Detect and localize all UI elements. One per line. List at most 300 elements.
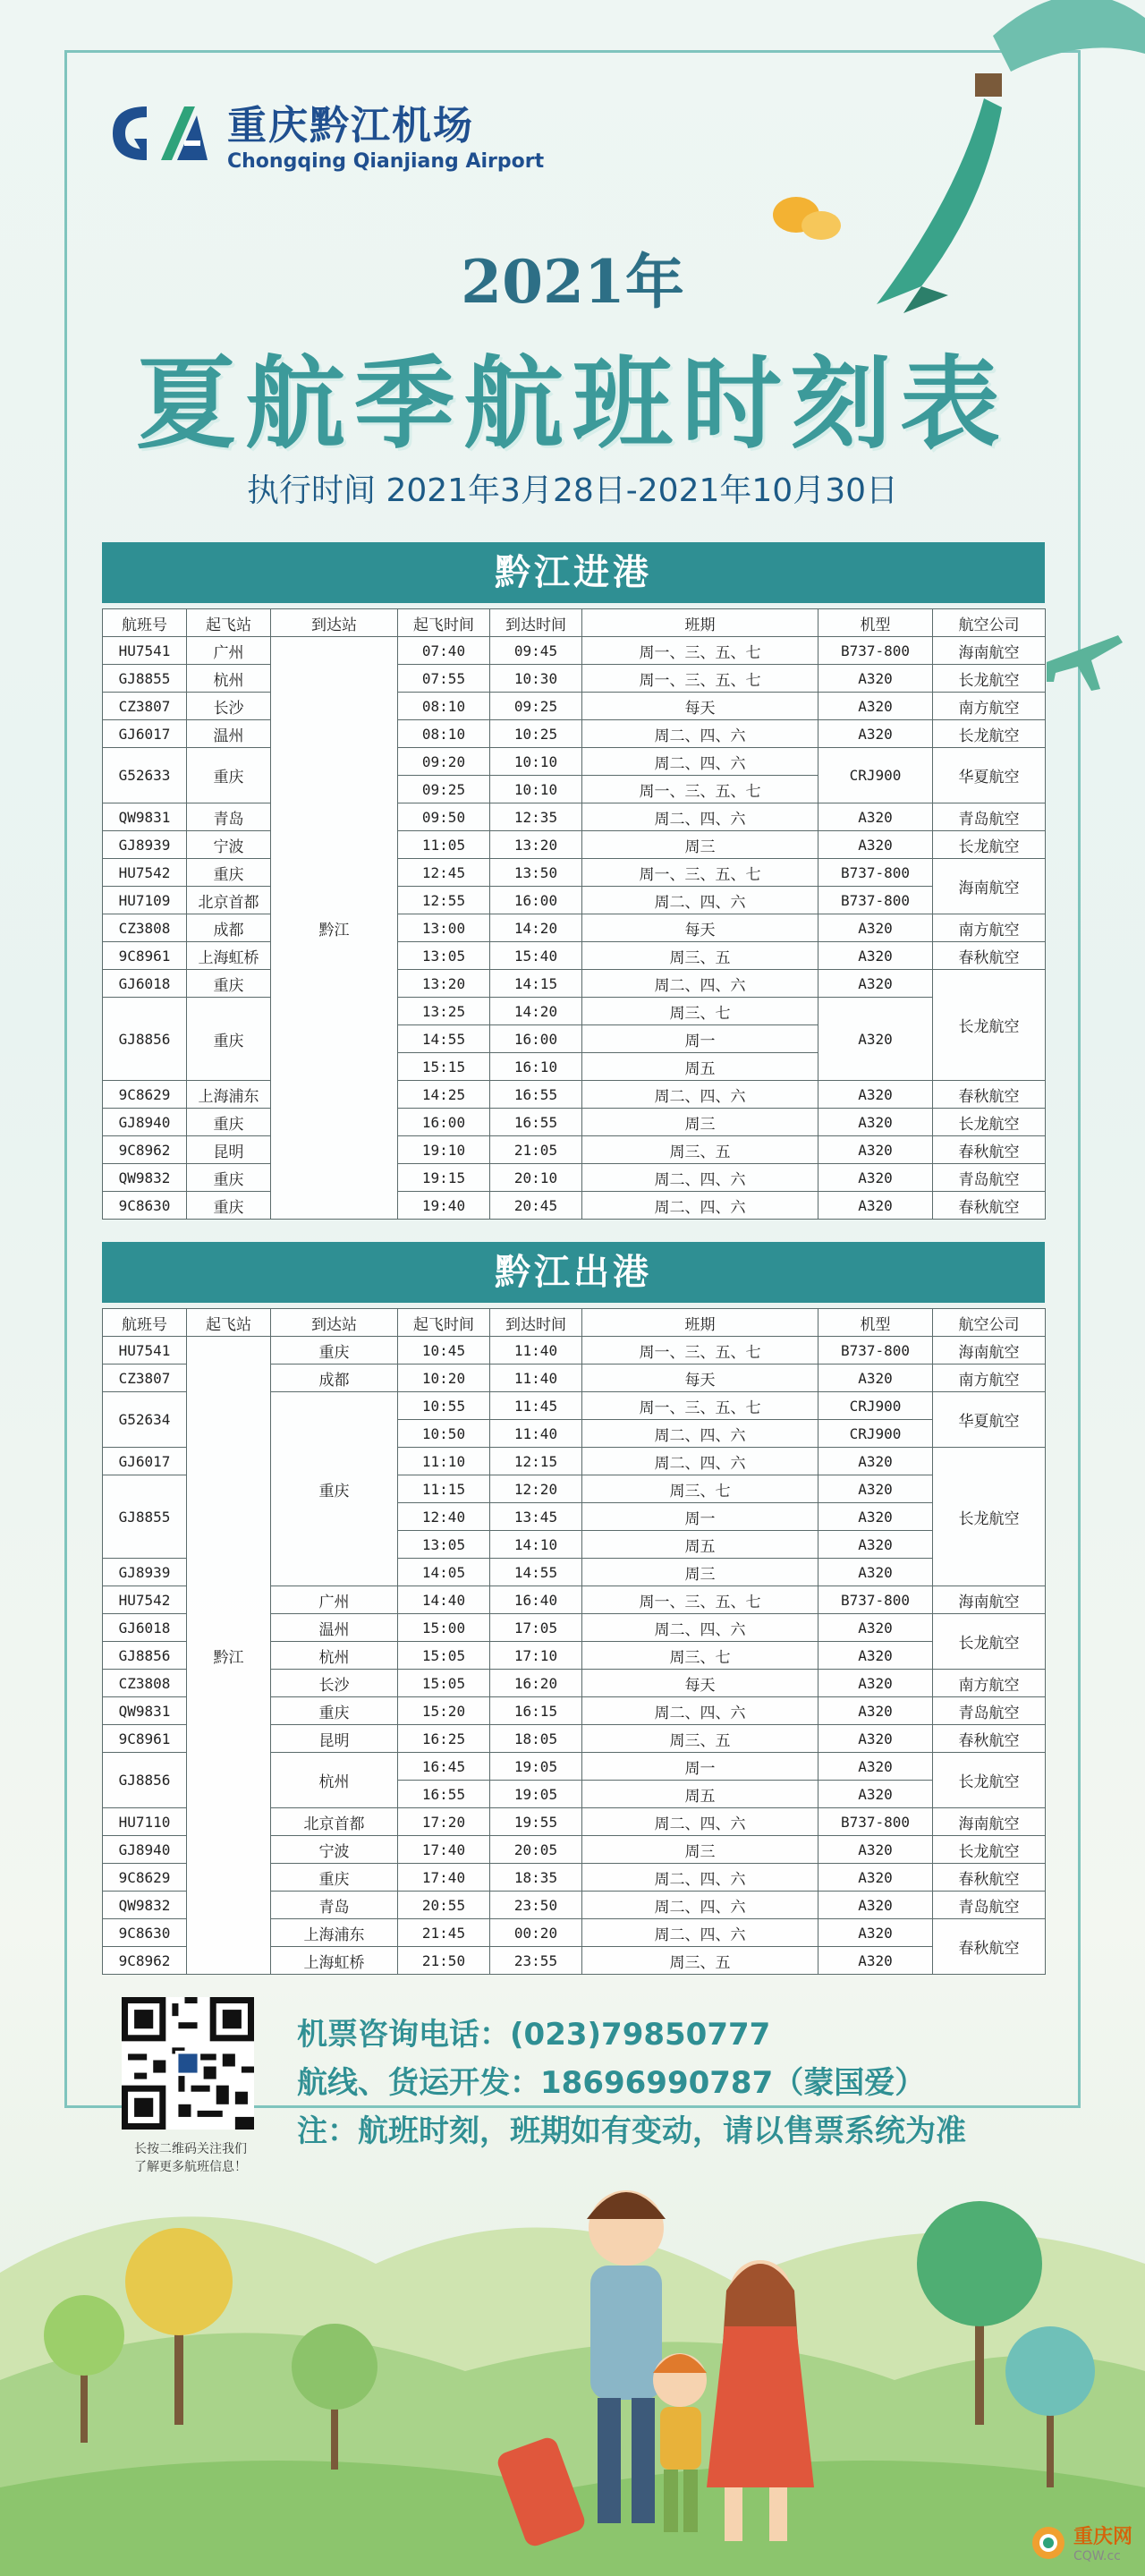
- arrival-time: 11:40: [490, 1365, 582, 1392]
- arrival-time: 10:10: [490, 776, 582, 803]
- table-row: [103, 803, 1046, 831]
- operating-days: 周二、四、六: [582, 1892, 818, 1919]
- arrival-time: 12:15: [490, 1448, 582, 1475]
- arrivals-section-title: 黔江进港: [102, 542, 1045, 603]
- arrival-time: 23:55: [490, 1947, 582, 1975]
- arrival-time: 21:05: [490, 1136, 582, 1164]
- origin-station: 青岛: [187, 803, 271, 831]
- flight-number: GJ8856: [103, 998, 187, 1081]
- operating-days: 周二、四、六: [582, 1864, 818, 1892]
- departure-time: 13:05: [398, 1531, 490, 1559]
- arrival-time: 16:00: [490, 1025, 582, 1053]
- flight-number: 9C8630: [103, 1919, 187, 1947]
- table-row: [103, 914, 1046, 942]
- column-header: 航班号: [103, 1309, 187, 1337]
- aircraft-type: A320: [818, 693, 933, 720]
- arrival-time: 12:20: [490, 1475, 582, 1503]
- origin-station: 温州: [187, 720, 271, 748]
- flight-number: CZ3807: [103, 693, 187, 720]
- airline-name: 长龙航空: [933, 720, 1046, 748]
- ticket-phone: 机票咨询电话：(023)79850777: [297, 2017, 771, 2053]
- arrival-time: 14:10: [490, 1531, 582, 1559]
- aircraft-type: A320: [818, 665, 933, 693]
- operating-days: 周一: [582, 1503, 818, 1531]
- table-row: [103, 1337, 1046, 1365]
- flight-number: 9C8961: [103, 1725, 187, 1753]
- airline-name: 春秋航空: [933, 1192, 1046, 1220]
- origin-station: 广州: [187, 637, 271, 665]
- table-row: [103, 693, 1046, 720]
- destination-station: 重庆: [271, 1697, 398, 1725]
- arrival-time: 16:20: [490, 1670, 582, 1697]
- arrival-time: 09:45: [490, 637, 582, 665]
- column-header: 机型: [818, 1309, 933, 1337]
- arrival-time: 13:50: [490, 859, 582, 887]
- flight-number: 9C8629: [103, 1864, 187, 1892]
- aircraft-type: A320: [818, 1753, 933, 1781]
- aircraft-type: A320: [818, 1448, 933, 1475]
- operating-days: 周二、四、六: [582, 803, 818, 831]
- watermark-url: CQW.cc: [1073, 2549, 1121, 2563]
- flight-number: QW9832: [103, 1892, 187, 1919]
- arrival-time: 14:15: [490, 970, 582, 998]
- column-header: 到达时间: [490, 609, 582, 637]
- departure-time: 10:20: [398, 1365, 490, 1392]
- column-header: 起飞时间: [398, 1309, 490, 1337]
- operating-days: 周一、三、五、七: [582, 776, 818, 803]
- operating-days: 周二、四、六: [582, 748, 818, 776]
- operating-days: 周三、七: [582, 998, 818, 1025]
- destination-station: 昆明: [271, 1725, 398, 1753]
- table-row: [103, 1109, 1046, 1136]
- arrival-time: 18:05: [490, 1725, 582, 1753]
- flight-number: QW9832: [103, 1164, 187, 1192]
- aircraft-type: A320: [818, 1503, 933, 1531]
- operating-days: 周三: [582, 1109, 818, 1136]
- column-header: 到达时间: [490, 1309, 582, 1337]
- airline-name: 海南航空: [933, 1586, 1046, 1614]
- arrival-time: 20:45: [490, 1192, 582, 1220]
- flight-number: HU7541: [103, 1337, 187, 1365]
- departure-time: 21:50: [398, 1947, 490, 1975]
- aircraft-type: A320: [818, 1614, 933, 1642]
- departure-time: 17:40: [398, 1864, 490, 1892]
- destination-station: 广州: [271, 1586, 398, 1614]
- airline-name: 长龙航空: [933, 831, 1046, 859]
- origin-station: 重庆: [187, 859, 271, 887]
- page-title: 夏航季航班时刻表: [136, 345, 1009, 463]
- operating-days: 周五: [582, 1531, 818, 1559]
- departure-time: 14:55: [398, 1025, 490, 1053]
- operating-days: 周三、五: [582, 1725, 818, 1753]
- departure-time: 11:10: [398, 1448, 490, 1475]
- airline-name: 长龙航空: [933, 1448, 1046, 1586]
- table-row: [103, 665, 1046, 693]
- departure-time: 08:10: [398, 720, 490, 748]
- flight-number: GJ6017: [103, 1448, 187, 1475]
- aircraft-type: A320: [818, 1642, 933, 1670]
- table-row: [103, 859, 1046, 887]
- aircraft-type: A320: [818, 1725, 933, 1753]
- departure-time: 07:40: [398, 637, 490, 665]
- column-header: 机型: [818, 609, 933, 637]
- operating-days: 周二、四、六: [582, 1919, 818, 1947]
- operating-days: 周三、五: [582, 942, 818, 970]
- airport-logo: [107, 93, 544, 173]
- aircraft-type: A320: [818, 1919, 933, 1947]
- departure-time: 14:25: [398, 1081, 490, 1109]
- departure-time: 07:55: [398, 665, 490, 693]
- aircraft-type: A320: [818, 1781, 933, 1808]
- flight-number: GJ6018: [103, 1614, 187, 1642]
- arrival-time: 18:35: [490, 1864, 582, 1892]
- airline-name: 青岛航空: [933, 1892, 1046, 1919]
- column-header: 起飞站: [187, 609, 271, 637]
- flight-number: G52634: [103, 1392, 187, 1448]
- airline-name: 长龙航空: [933, 665, 1046, 693]
- flight-number: HU7109: [103, 887, 187, 914]
- flight-number: GJ8940: [103, 1836, 187, 1864]
- aircraft-type: A320: [818, 998, 933, 1081]
- arrival-time: 10:30: [490, 665, 582, 693]
- arrival-time: 10:10: [490, 748, 582, 776]
- arrival-time: 16:40: [490, 1586, 582, 1614]
- origin-station: 黔江: [187, 1337, 271, 1975]
- departure-time: 21:45: [398, 1919, 490, 1947]
- departure-time: 16:25: [398, 1725, 490, 1753]
- aircraft-type: CRJ900: [818, 1420, 933, 1448]
- cargo-contact: 航线、货运开发：18696990787（蒙国爱）: [297, 2065, 926, 2101]
- departure-time: 17:20: [398, 1808, 490, 1836]
- airline-name: 海南航空: [933, 1337, 1046, 1365]
- aircraft-type: A320: [818, 970, 933, 998]
- column-header: 航空公司: [933, 609, 1046, 637]
- departure-time: 11:15: [398, 1475, 490, 1503]
- arrival-time: 19:55: [490, 1808, 582, 1836]
- column-header: 班期: [582, 609, 818, 637]
- airplane-icon: [1038, 617, 1127, 698]
- column-header: 到达站: [271, 609, 398, 637]
- origin-station: 长沙: [187, 693, 271, 720]
- effective-period: 执行时间 2021年3月28日-2021年10月30日: [247, 472, 898, 509]
- departure-time: 09:25: [398, 776, 490, 803]
- table-row: [103, 637, 1046, 665]
- operating-days: 周一、三、五、七: [582, 1392, 818, 1420]
- destination-station: 上海虹桥: [271, 1947, 398, 1975]
- aircraft-type: CRJ900: [818, 748, 933, 803]
- departure-time: 16:00: [398, 1109, 490, 1136]
- flight-number: HU7542: [103, 1586, 187, 1614]
- arrival-time: 16:55: [490, 1081, 582, 1109]
- operating-days: 周一、三、五、七: [582, 665, 818, 693]
- arrival-time: 11:40: [490, 1337, 582, 1365]
- operating-days: 周二、四、六: [582, 1697, 818, 1725]
- table-row: [103, 1136, 1046, 1164]
- aircraft-type: A320: [818, 1559, 933, 1586]
- destination-station: 宁波: [271, 1836, 398, 1864]
- table-row: [103, 942, 1046, 970]
- aircraft-type: A320: [818, 1136, 933, 1164]
- arrival-time: 16:15: [490, 1697, 582, 1725]
- aircraft-type: B737-800: [818, 1808, 933, 1836]
- flight-number: HU7541: [103, 637, 187, 665]
- departure-time: 16:55: [398, 1781, 490, 1808]
- operating-days: 周五: [582, 1781, 818, 1808]
- arrival-time: 11:40: [490, 1420, 582, 1448]
- airline-name: 春秋航空: [933, 1864, 1046, 1892]
- departure-time: 20:55: [398, 1892, 490, 1919]
- departure-time: 09:50: [398, 803, 490, 831]
- destination-station: 重庆: [271, 1864, 398, 1892]
- airline-name: 青岛航空: [933, 1697, 1046, 1725]
- operating-days: 周三、五: [582, 1136, 818, 1164]
- airline-name: 春秋航空: [933, 1136, 1046, 1164]
- destination-station: 青岛: [271, 1892, 398, 1919]
- arrival-time: 19:05: [490, 1781, 582, 1808]
- airline-name: 长龙航空: [933, 1109, 1046, 1136]
- departure-time: 13:00: [398, 914, 490, 942]
- column-header: 到达站: [271, 1309, 398, 1337]
- operating-days: 每天: [582, 1670, 818, 1697]
- departure-time: 10:50: [398, 1420, 490, 1448]
- departure-time: 15:00: [398, 1614, 490, 1642]
- flight-number: GJ8855: [103, 1475, 187, 1559]
- airline-name: 春秋航空: [933, 1919, 1046, 1975]
- flight-number: GJ8939: [103, 831, 187, 859]
- arrival-time: 12:35: [490, 803, 582, 831]
- aircraft-type: B737-800: [818, 887, 933, 914]
- airline-name: 海南航空: [933, 859, 1046, 914]
- aircraft-type: A320: [818, 1697, 933, 1725]
- departure-time: 13:20: [398, 970, 490, 998]
- schedule-note: 注：航班时刻，班期如有变动，请以售票系统为准: [297, 2113, 966, 2149]
- operating-days: 周二、四、六: [582, 1808, 818, 1836]
- departures-table: [102, 1308, 1046, 1975]
- arrival-time: 20:05: [490, 1836, 582, 1864]
- arrivals-table: [102, 608, 1046, 1220]
- operating-days: 每天: [582, 914, 818, 942]
- airline-name: 南方航空: [933, 914, 1046, 942]
- aircraft-type: A320: [818, 1892, 933, 1919]
- table-header-row: [103, 1309, 1046, 1337]
- destination-station: 温州: [271, 1614, 398, 1642]
- flight-number: CZ3807: [103, 1365, 187, 1392]
- aircraft-type: A320: [818, 1164, 933, 1192]
- operating-days: 周三: [582, 1836, 818, 1864]
- watermark: [1030, 2521, 1132, 2563]
- airline-name: 青岛航空: [933, 803, 1046, 831]
- departure-time: 10:45: [398, 1337, 490, 1365]
- aircraft-type: A320: [818, 1365, 933, 1392]
- departure-time: 12:45: [398, 859, 490, 887]
- airline-name: 春秋航空: [933, 1725, 1046, 1753]
- aircraft-type: A320: [818, 1192, 933, 1220]
- airline-name: 长龙航空: [933, 1753, 1046, 1808]
- airline-name: 春秋航空: [933, 942, 1046, 970]
- departure-time: 08:10: [398, 693, 490, 720]
- operating-days: 周二、四、六: [582, 720, 818, 748]
- aircraft-type: A320: [818, 1531, 933, 1559]
- departure-time: 15:05: [398, 1642, 490, 1670]
- destination-station: 成都: [271, 1365, 398, 1392]
- destination-station: 北京首都: [271, 1808, 398, 1836]
- aircraft-type: B737-800: [818, 637, 933, 665]
- watermark-name: 重庆网: [1073, 2526, 1132, 2548]
- arrival-time: 14:20: [490, 998, 582, 1025]
- landscape-illustration: [0, 2112, 1145, 2576]
- origin-station: 重庆: [187, 1109, 271, 1136]
- destination-station: 重庆: [271, 1392, 398, 1586]
- airline-name: 南方航空: [933, 1365, 1046, 1392]
- origin-station: 重庆: [187, 1192, 271, 1220]
- flight-number: 9C8962: [103, 1947, 187, 1975]
- arrival-time: 16:55: [490, 1109, 582, 1136]
- aircraft-type: A320: [818, 803, 933, 831]
- flight-number: GJ6017: [103, 720, 187, 748]
- aircraft-type: A320: [818, 1109, 933, 1136]
- origin-station: 重庆: [187, 970, 271, 998]
- departure-time: 13:05: [398, 942, 490, 970]
- airline-name: 长龙航空: [933, 970, 1046, 1081]
- flight-number: 9C8961: [103, 942, 187, 970]
- flight-number: QW9831: [103, 1697, 187, 1725]
- destination-station: 重庆: [271, 1337, 398, 1365]
- arrival-time: 13:20: [490, 831, 582, 859]
- origin-station: 重庆: [187, 998, 271, 1081]
- arrival-time: 09:25: [490, 693, 582, 720]
- aircraft-type: A320: [818, 1836, 933, 1864]
- flight-number: QW9831: [103, 803, 187, 831]
- aircraft-type: A320: [818, 1081, 933, 1109]
- arrival-time: 11:45: [490, 1392, 582, 1420]
- airline-name: 南方航空: [933, 693, 1046, 720]
- flight-number: 9C8629: [103, 1081, 187, 1109]
- operating-days: 周二、四、六: [582, 1192, 818, 1220]
- operating-days: 周三: [582, 831, 818, 859]
- airline-name: 南方航空: [933, 1670, 1046, 1697]
- origin-station: 重庆: [187, 1164, 271, 1192]
- table-row: [103, 998, 1046, 1025]
- departure-time: 12:55: [398, 887, 490, 914]
- table-row: [103, 1192, 1046, 1220]
- flight-number: HU7110: [103, 1808, 187, 1836]
- aircraft-type: A320: [818, 1670, 933, 1697]
- operating-days: 周一、三、五、七: [582, 637, 818, 665]
- table-row: [103, 831, 1046, 859]
- departure-time: 17:40: [398, 1836, 490, 1864]
- aircraft-type: B737-800: [818, 859, 933, 887]
- table-row: [103, 887, 1046, 914]
- aircraft-type: A320: [818, 942, 933, 970]
- operating-days: 周一、三、五、七: [582, 1337, 818, 1365]
- departure-time: 15:05: [398, 1670, 490, 1697]
- column-header: 航空公司: [933, 1309, 1046, 1337]
- departure-time: 15:15: [398, 1053, 490, 1081]
- aircraft-type: A320: [818, 720, 933, 748]
- table-row: [103, 748, 1046, 776]
- departure-time: 19:15: [398, 1164, 490, 1192]
- airport-logo-mark-icon: [107, 99, 213, 167]
- airline-name: 华夏航空: [933, 1392, 1046, 1448]
- flight-number: 9C8962: [103, 1136, 187, 1164]
- column-header: 航班号: [103, 609, 187, 637]
- flight-number: 9C8630: [103, 1192, 187, 1220]
- airline-name: 青岛航空: [933, 1164, 1046, 1192]
- column-header: 起飞站: [187, 1309, 271, 1337]
- aircraft-type: A320: [818, 1947, 933, 1975]
- departure-time: 14:05: [398, 1559, 490, 1586]
- operating-days: 周五: [582, 1053, 818, 1081]
- origin-station: 上海浦东: [187, 1081, 271, 1109]
- airline-name: 华夏航空: [933, 748, 1046, 803]
- flight-number: CZ3808: [103, 914, 187, 942]
- arrival-time: 17:05: [490, 1614, 582, 1642]
- flight-number: GJ8855: [103, 665, 187, 693]
- operating-days: 周三: [582, 1559, 818, 1586]
- operating-days: 周二、四、六: [582, 1614, 818, 1642]
- destination-station: 杭州: [271, 1753, 398, 1808]
- airline-name: 海南航空: [933, 1808, 1046, 1836]
- operating-days: 周二、四、六: [582, 1081, 818, 1109]
- table-row: [103, 970, 1046, 998]
- flight-number: HU7542: [103, 859, 187, 887]
- aircraft-type: A320: [818, 1475, 933, 1503]
- operating-days: 周二、四、六: [582, 1420, 818, 1448]
- operating-days: 周三、七: [582, 1475, 818, 1503]
- operating-days: 周三、五: [582, 1947, 818, 1975]
- table-row: [103, 1081, 1046, 1109]
- airport-name-cn: 重庆黔江机场: [227, 103, 474, 149]
- flight-number: GJ8856: [103, 1642, 187, 1670]
- flight-number: GJ8940: [103, 1109, 187, 1136]
- origin-station: 上海虹桥: [187, 942, 271, 970]
- operating-days: 周二、四、六: [582, 1448, 818, 1475]
- origin-station: 成都: [187, 914, 271, 942]
- table-header-row: [103, 609, 1046, 637]
- qr-code[interactable]: [122, 1997, 254, 2130]
- operating-days: 周二、四、六: [582, 887, 818, 914]
- operating-days: 周一、三、五、七: [582, 1586, 818, 1614]
- aircraft-type: A320: [818, 1864, 933, 1892]
- airline-name: 长龙航空: [933, 1614, 1046, 1670]
- qr-caption: 长按二维码关注我们 了解更多航班信息！: [134, 2142, 247, 2174]
- watermark-logo-icon: [1030, 2525, 1066, 2561]
- departure-time: 19:10: [398, 1136, 490, 1164]
- airport-name-en: Chongqing Qianjiang Airport: [227, 150, 545, 173]
- departure-time: 13:25: [398, 998, 490, 1025]
- origin-station: 昆明: [187, 1136, 271, 1164]
- title-year: 2021年: [461, 247, 684, 317]
- destination-station: 上海浦东: [271, 1919, 398, 1947]
- arrival-time: 16:10: [490, 1053, 582, 1081]
- origin-station: 杭州: [187, 665, 271, 693]
- operating-days: 周二、四、六: [582, 1164, 818, 1192]
- departure-time: 11:05: [398, 831, 490, 859]
- aircraft-type: CRJ900: [818, 1392, 933, 1420]
- column-header: 起飞时间: [398, 609, 490, 637]
- departure-time: 09:20: [398, 748, 490, 776]
- departures-section-title: 黔江出港: [102, 1242, 1045, 1303]
- departure-time: 14:40: [398, 1586, 490, 1614]
- arrival-time: 00:20: [490, 1919, 582, 1947]
- operating-days: 周一: [582, 1025, 818, 1053]
- destination-station: 黔江: [271, 637, 398, 1220]
- column-header: 班期: [582, 1309, 818, 1337]
- airline-name: 春秋航空: [933, 1081, 1046, 1109]
- operating-days: 周三、七: [582, 1642, 818, 1670]
- operating-days: 周一: [582, 1753, 818, 1781]
- airline-name: 长龙航空: [933, 1836, 1046, 1864]
